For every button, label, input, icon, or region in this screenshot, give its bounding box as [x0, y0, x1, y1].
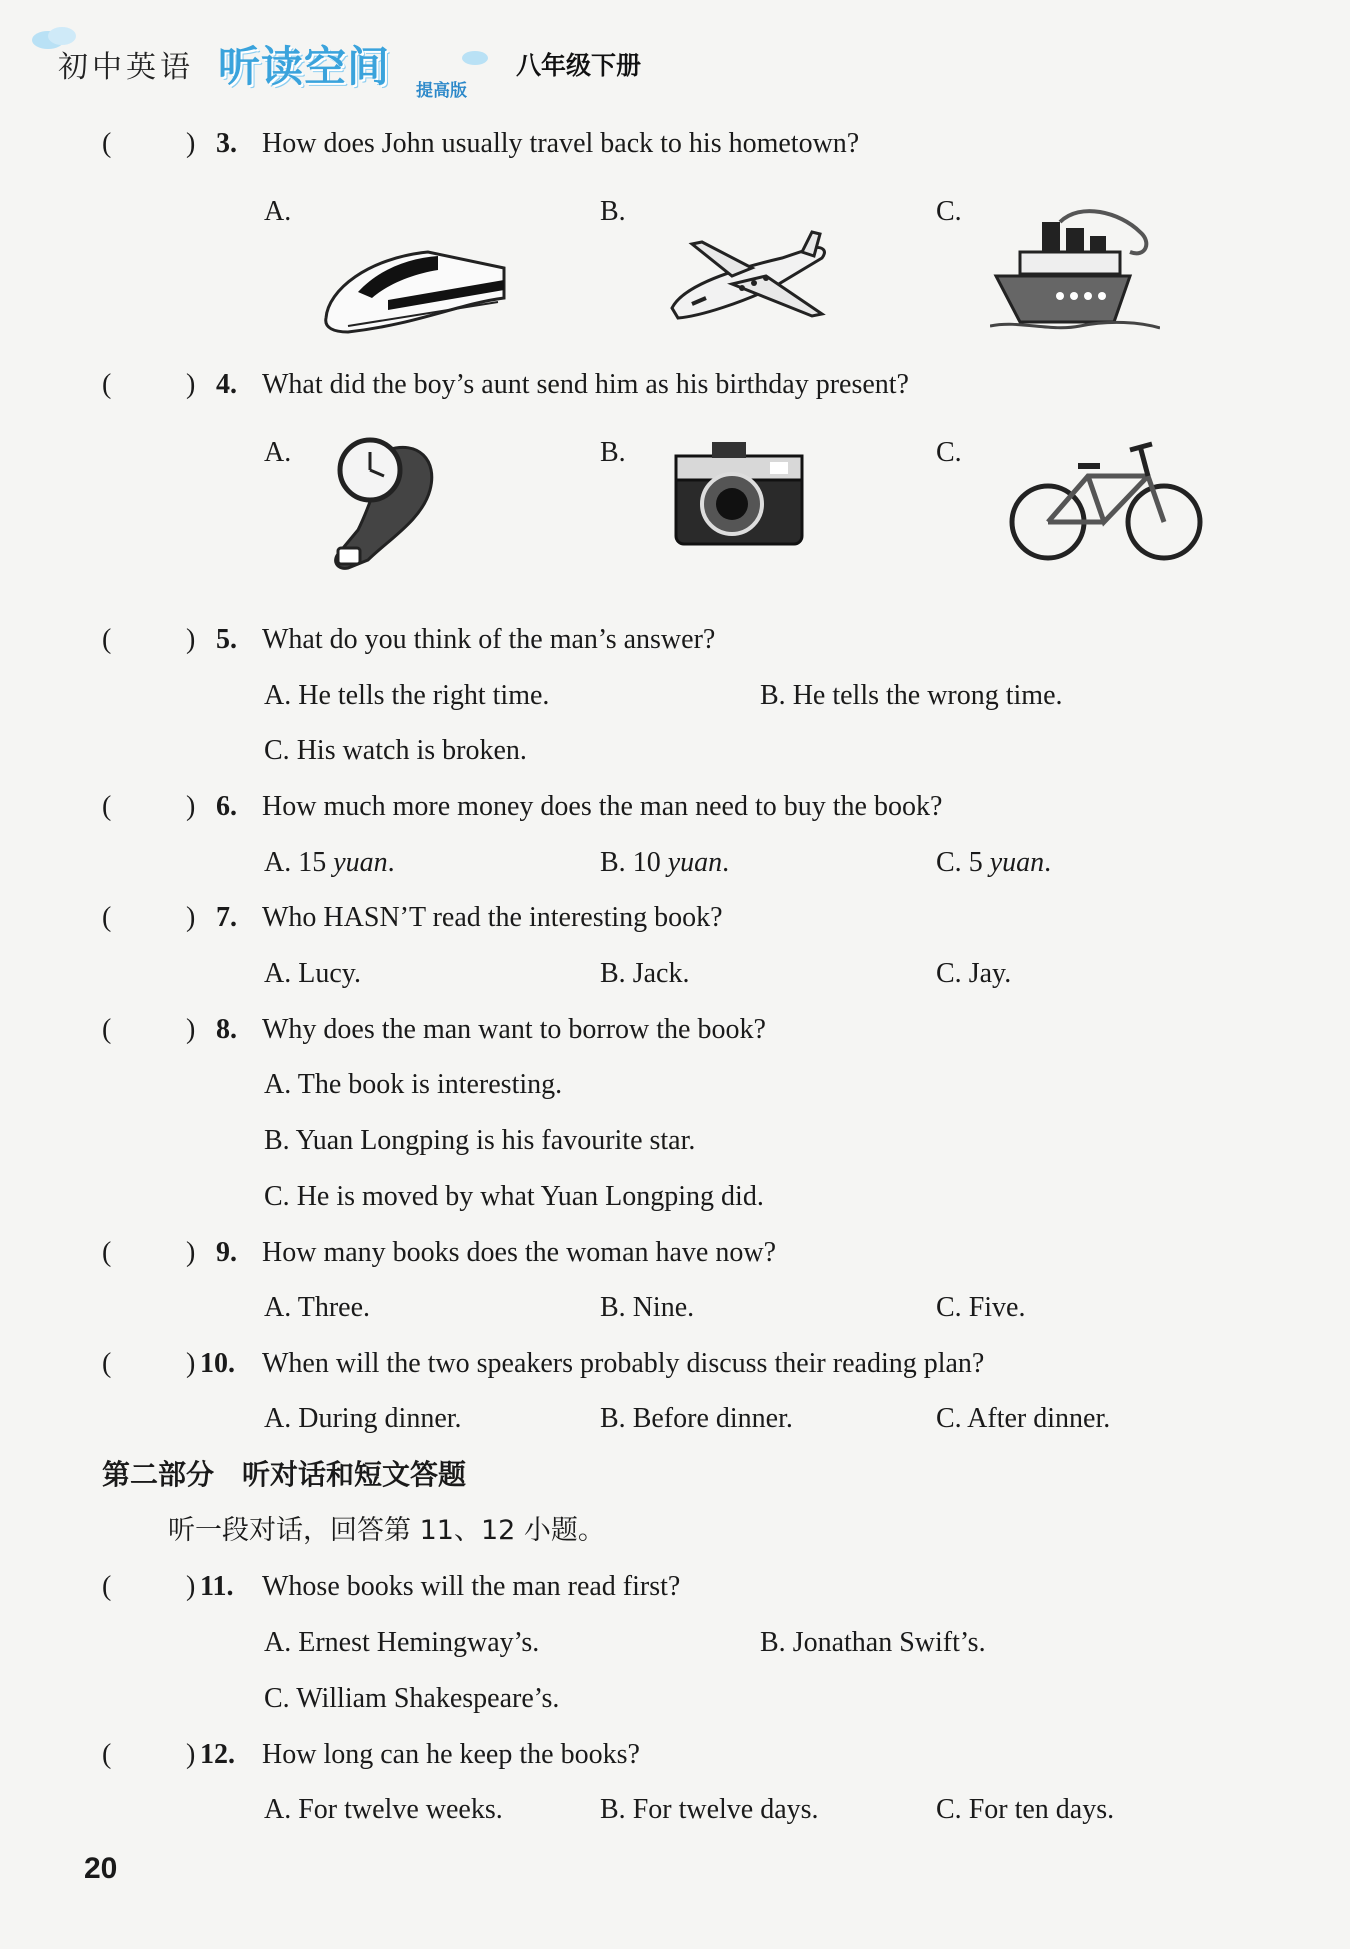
question-number: 4.	[216, 369, 237, 400]
question-text: Who HASN’T read the interesting book?	[262, 902, 723, 933]
option-text: For ten days.	[968, 1794, 1115, 1825]
option-a[interactable]	[264, 1792, 503, 1828]
question-number: 6.	[216, 791, 237, 822]
option-period: .	[387, 847, 395, 878]
answer-paren-open: (	[102, 128, 112, 159]
option-text: For twelve weeks.	[298, 1794, 503, 1825]
option-letter: B.	[760, 680, 786, 711]
option-text: Ernest Hemingway’s.	[298, 1627, 540, 1658]
answer-paren-close: )	[186, 1237, 196, 1268]
answer-paren-open: (	[102, 1571, 112, 1602]
question-10	[0, 1346, 1350, 1382]
question-3	[0, 126, 1350, 162]
option-letter: C.	[264, 735, 290, 766]
option-letter: C.	[936, 847, 962, 878]
option-text: During dinner.	[298, 1403, 462, 1434]
answer-paren-open: (	[102, 902, 112, 933]
option-letter: A.	[264, 680, 292, 711]
option-text: William Shakespeare’s.	[296, 1683, 560, 1714]
wristwatch-icon	[318, 430, 448, 575]
option-b[interactable]	[600, 1792, 819, 1828]
section-heading: 第二部分 听对话和短文答题	[102, 1458, 467, 1491]
question-9	[0, 1235, 1350, 1271]
option-a[interactable]	[264, 1067, 562, 1103]
grade-label: 八年级下册	[516, 51, 642, 80]
option-c[interactable]	[264, 733, 527, 769]
option-text: Three.	[297, 1292, 371, 1323]
question-8	[0, 1012, 1350, 1048]
question-text: What did the boy’s aunt send him as his birthday present?	[262, 369, 909, 400]
option-a[interactable]	[264, 678, 549, 714]
answer-paren-close: )	[186, 1014, 196, 1045]
option-letter: A.	[264, 1794, 292, 1825]
answer-paren-open: (	[102, 1348, 112, 1379]
option-text: He tells the right time.	[298, 680, 550, 711]
camera-icon	[672, 436, 807, 551]
option-c[interactable]	[936, 956, 1011, 992]
option-letter: A.	[264, 1403, 292, 1434]
option-text: 15	[298, 847, 327, 878]
answer-paren-close: )	[186, 624, 196, 655]
option-b[interactable]	[760, 678, 1063, 714]
section-instruction: 听一段对话，回答第 11、12 小题。	[168, 1515, 605, 1546]
option-letter: A.	[264, 958, 292, 989]
option-b[interactable]	[760, 1625, 986, 1661]
question-text: What do you think of the man’s answer?	[262, 624, 716, 655]
option-letter: A.	[264, 196, 292, 227]
option-text: Before dinner.	[632, 1403, 793, 1434]
question-text: How long can he keep the books?	[262, 1739, 640, 1770]
edition-label: 提高版	[416, 81, 467, 101]
option-text: After dinner.	[967, 1403, 1111, 1434]
question-number: 11.	[200, 1571, 234, 1602]
question-11	[0, 1569, 1350, 1605]
option-unit: yuan	[989, 847, 1045, 878]
option-unit: yuan	[333, 847, 388, 878]
page-number: 20	[84, 1852, 118, 1885]
question-text: How does John usually travel back to his hometown?	[262, 128, 860, 159]
option-text: Lucy.	[298, 958, 361, 989]
option-letter: A.	[264, 437, 292, 468]
option-a[interactable]	[264, 845, 395, 881]
option-letter: C.	[936, 958, 962, 989]
answer-paren-close: )	[186, 369, 196, 400]
option-text: His watch is broken.	[296, 735, 527, 766]
option-b[interactable]	[600, 956, 689, 992]
question-6	[0, 789, 1350, 825]
option-letter: B.	[600, 958, 626, 989]
option-letter: A.	[264, 1292, 292, 1323]
answer-paren-open: (	[102, 1739, 112, 1770]
option-c[interactable]	[936, 1401, 1110, 1437]
option-text: Jay.	[968, 958, 1012, 989]
brand-logo: 听读空间	[218, 42, 391, 91]
option-text: The book is interesting.	[297, 1069, 563, 1100]
option-text: 5	[968, 847, 983, 878]
answer-paren-open: (	[102, 1014, 112, 1045]
airplane-icon	[662, 228, 842, 328]
question-7	[0, 900, 1350, 936]
question-4	[0, 367, 1350, 403]
option-period: .	[722, 847, 730, 878]
option-letter: B.	[600, 196, 626, 227]
question-number: 12.	[200, 1739, 235, 1770]
option-text: For twelve days.	[632, 1794, 819, 1825]
option-b[interactable]	[600, 845, 729, 881]
high-speed-train-icon	[318, 240, 508, 335]
option-letter: B.	[600, 1794, 626, 1825]
ship-icon	[990, 192, 1160, 342]
option-letter: B.	[760, 1627, 786, 1658]
answer-paren-close: )	[186, 128, 196, 159]
option-a[interactable]	[264, 956, 361, 992]
option-b[interactable]	[264, 1123, 695, 1159]
question-5	[0, 622, 1350, 658]
option-b[interactable]	[600, 1401, 793, 1437]
page-header	[28, 22, 728, 101]
cloud-icon	[460, 48, 490, 68]
option-text: Jonathan Swift’s.	[792, 1627, 986, 1658]
option-letter: B.	[600, 1292, 626, 1323]
answer-paren-close: )	[186, 1739, 196, 1770]
option-a[interactable]	[264, 1401, 462, 1437]
option-c[interactable]	[936, 845, 1051, 881]
series-title: 初中英语	[58, 50, 194, 85]
answer-paren-close: )	[186, 1348, 196, 1379]
option-letter: C.	[936, 1794, 962, 1825]
question-number: 7.	[216, 902, 237, 933]
question-number: 5.	[216, 624, 237, 655]
answer-paren-open: (	[102, 1237, 112, 1268]
option-letter: B.	[600, 1403, 626, 1434]
bicycle-icon	[1008, 436, 1206, 566]
option-c[interactable]	[264, 1681, 559, 1717]
option-letter: A.	[264, 847, 292, 878]
option-period: .	[1044, 847, 1052, 878]
option-text: He is moved by what Yuan Longping did.	[296, 1181, 764, 1212]
option-unit: yuan	[667, 847, 723, 878]
option-letter: C.	[936, 1403, 962, 1434]
option-c[interactable]	[936, 1290, 1025, 1326]
question-number: 3.	[216, 128, 237, 159]
option-letter: A.	[264, 1069, 292, 1100]
option-c[interactable]	[936, 1792, 1114, 1828]
option-letter: C.	[936, 437, 962, 468]
option-letter: C.	[936, 196, 962, 227]
option-text: Yuan Longping is his favourite star.	[295, 1125, 696, 1156]
answer-paren-open: (	[102, 791, 112, 822]
option-b[interactable]	[600, 1290, 694, 1326]
option-letter: C.	[936, 1292, 962, 1323]
answer-paren-close: )	[186, 791, 196, 822]
option-letter: C.	[264, 1181, 290, 1212]
answer-paren-open: (	[102, 369, 112, 400]
option-letter: B.	[600, 437, 626, 468]
question-12	[0, 1737, 1350, 1773]
question-number: 8.	[216, 1014, 237, 1045]
answer-paren-close: )	[186, 1571, 196, 1602]
option-letter: B.	[600, 847, 626, 878]
question-text: Why does the man want to borrow the book?	[262, 1014, 766, 1045]
option-a[interactable]	[264, 1625, 539, 1661]
answer-paren-open: (	[102, 624, 112, 655]
option-text: He tells the wrong time.	[792, 680, 1063, 711]
question-text: How many books does the woman have now?	[262, 1237, 777, 1268]
option-text: Five.	[968, 1292, 1026, 1323]
option-text: Jack.	[632, 958, 690, 989]
question-number: 10.	[200, 1348, 235, 1379]
option-text: 10	[632, 847, 661, 878]
answer-paren-close: )	[186, 902, 196, 933]
option-letter: C.	[264, 1683, 290, 1714]
option-a[interactable]	[264, 1290, 370, 1326]
question-number: 9.	[216, 1237, 237, 1268]
question-text: How much more money does the man need to buy the book?	[262, 791, 943, 822]
question-text: When will the two speakers probably discuss their reading plan?	[262, 1348, 985, 1379]
option-c[interactable]	[264, 1179, 764, 1215]
option-letter: B.	[264, 1125, 290, 1156]
option-text: Nine.	[632, 1292, 695, 1323]
question-text: Whose books will the man read first?	[262, 1571, 681, 1602]
option-letter: A.	[264, 1627, 292, 1658]
